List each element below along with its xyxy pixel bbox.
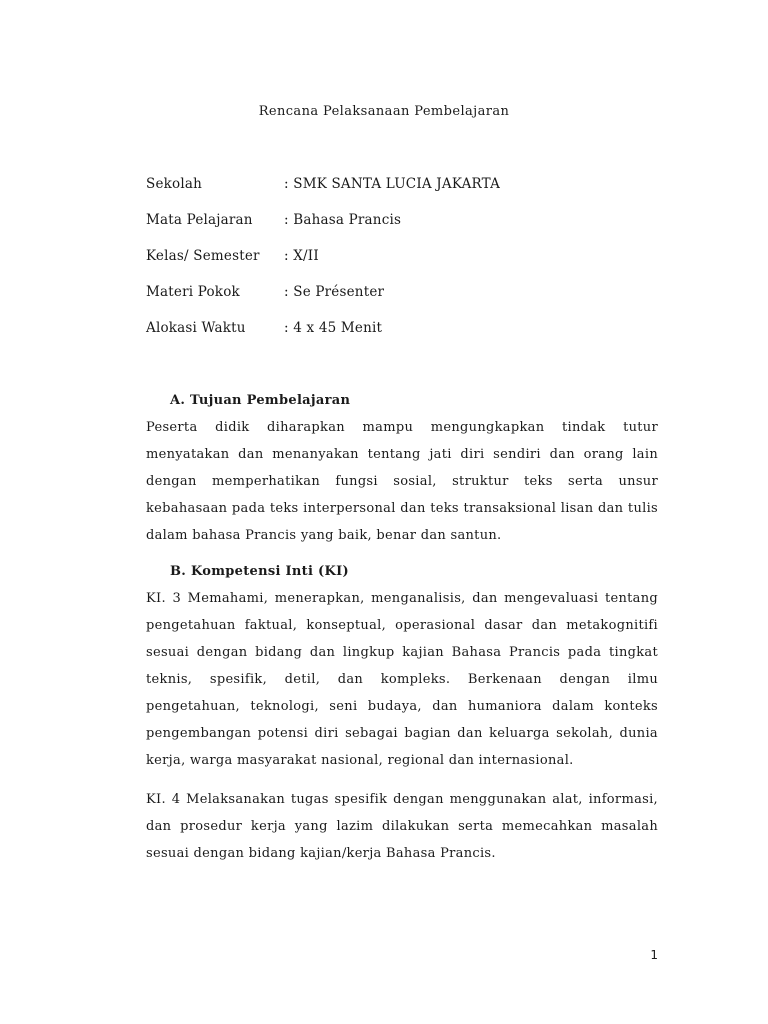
meta-value: : Bahasa Prancis — [284, 212, 402, 228]
section-paragraph: KI. 3 Memahami, menerapkan, menganalisis, dan mengevaluasi tentang pengetahuan faktual, konseptual, operasional dasar dan metakognitifi sesuai dengan bidang dan lingkup kajian Bahasa Prancis pada tingkat teknis, spesifik, detil, dan kompleks. Berkenaan dengan ilmu pengetahuan, teknologi, seni budaya, dan humaniora dalam konteks pengembangan potensi diri sebagai bagian dan keluarga sekolah, dunia kerja, warga masyarakat nasional, regional dan internasional. — [146, 591, 658, 768]
meta-label: Sekolah — [146, 176, 203, 192]
document-meta-table — [146, 176, 666, 356]
meta-value: : X/II — [284, 248, 319, 264]
meta-label: Mata Pelajaran — [146, 212, 253, 228]
section-paragraph: KI. 4 Melaksanakan tugas spesifik dengan menggunakan alat, informasi, dan prosedur kerja yang lazim dilakukan serta memecahkan masalah sesuai dengan bidang kajian/kerja Bahasa Prancis. — [146, 792, 658, 861]
meta-row-class-semester — [146, 248, 666, 284]
page-number: 1 — [650, 948, 658, 962]
document-title: Rencana Pelaksanaan Pembelajaran — [258, 104, 510, 119]
meta-row-topic — [146, 284, 666, 320]
meta-value: : Se Présenter — [284, 284, 385, 300]
meta-label: Materi Pokok — [146, 284, 240, 300]
meta-value: : 4 x 45 Menit — [284, 320, 383, 336]
meta-row-school — [146, 176, 666, 212]
meta-label: Alokasi Waktu — [146, 320, 246, 336]
meta-row-subject — [146, 212, 666, 248]
section-heading-learning-objectives: A. Tujuan Pembelajaran — [170, 393, 351, 408]
meta-label: Kelas/ Semester — [146, 248, 260, 264]
meta-row-time-allocation — [146, 320, 666, 356]
section-paragraph: Peserta didik diharapkan mampu mengungkapkan tindak tutur menyatakan dan menanyakan tentang jati diri sendiri dan orang lain dengan memperhatikan fungsi sosial, struktur teks serta unsur kebahasaan pada teks interpersonal dan teks transaksional lisan dan tulis dalam bahasa Prancis yang baik, benar dan santun. — [146, 420, 658, 543]
meta-value: : SMK SANTA LUCIA JAKARTA — [284, 176, 501, 192]
section-heading-core-competence: B. Kompetensi Inti (KI) — [170, 564, 349, 579]
document-body — [146, 388, 658, 867]
